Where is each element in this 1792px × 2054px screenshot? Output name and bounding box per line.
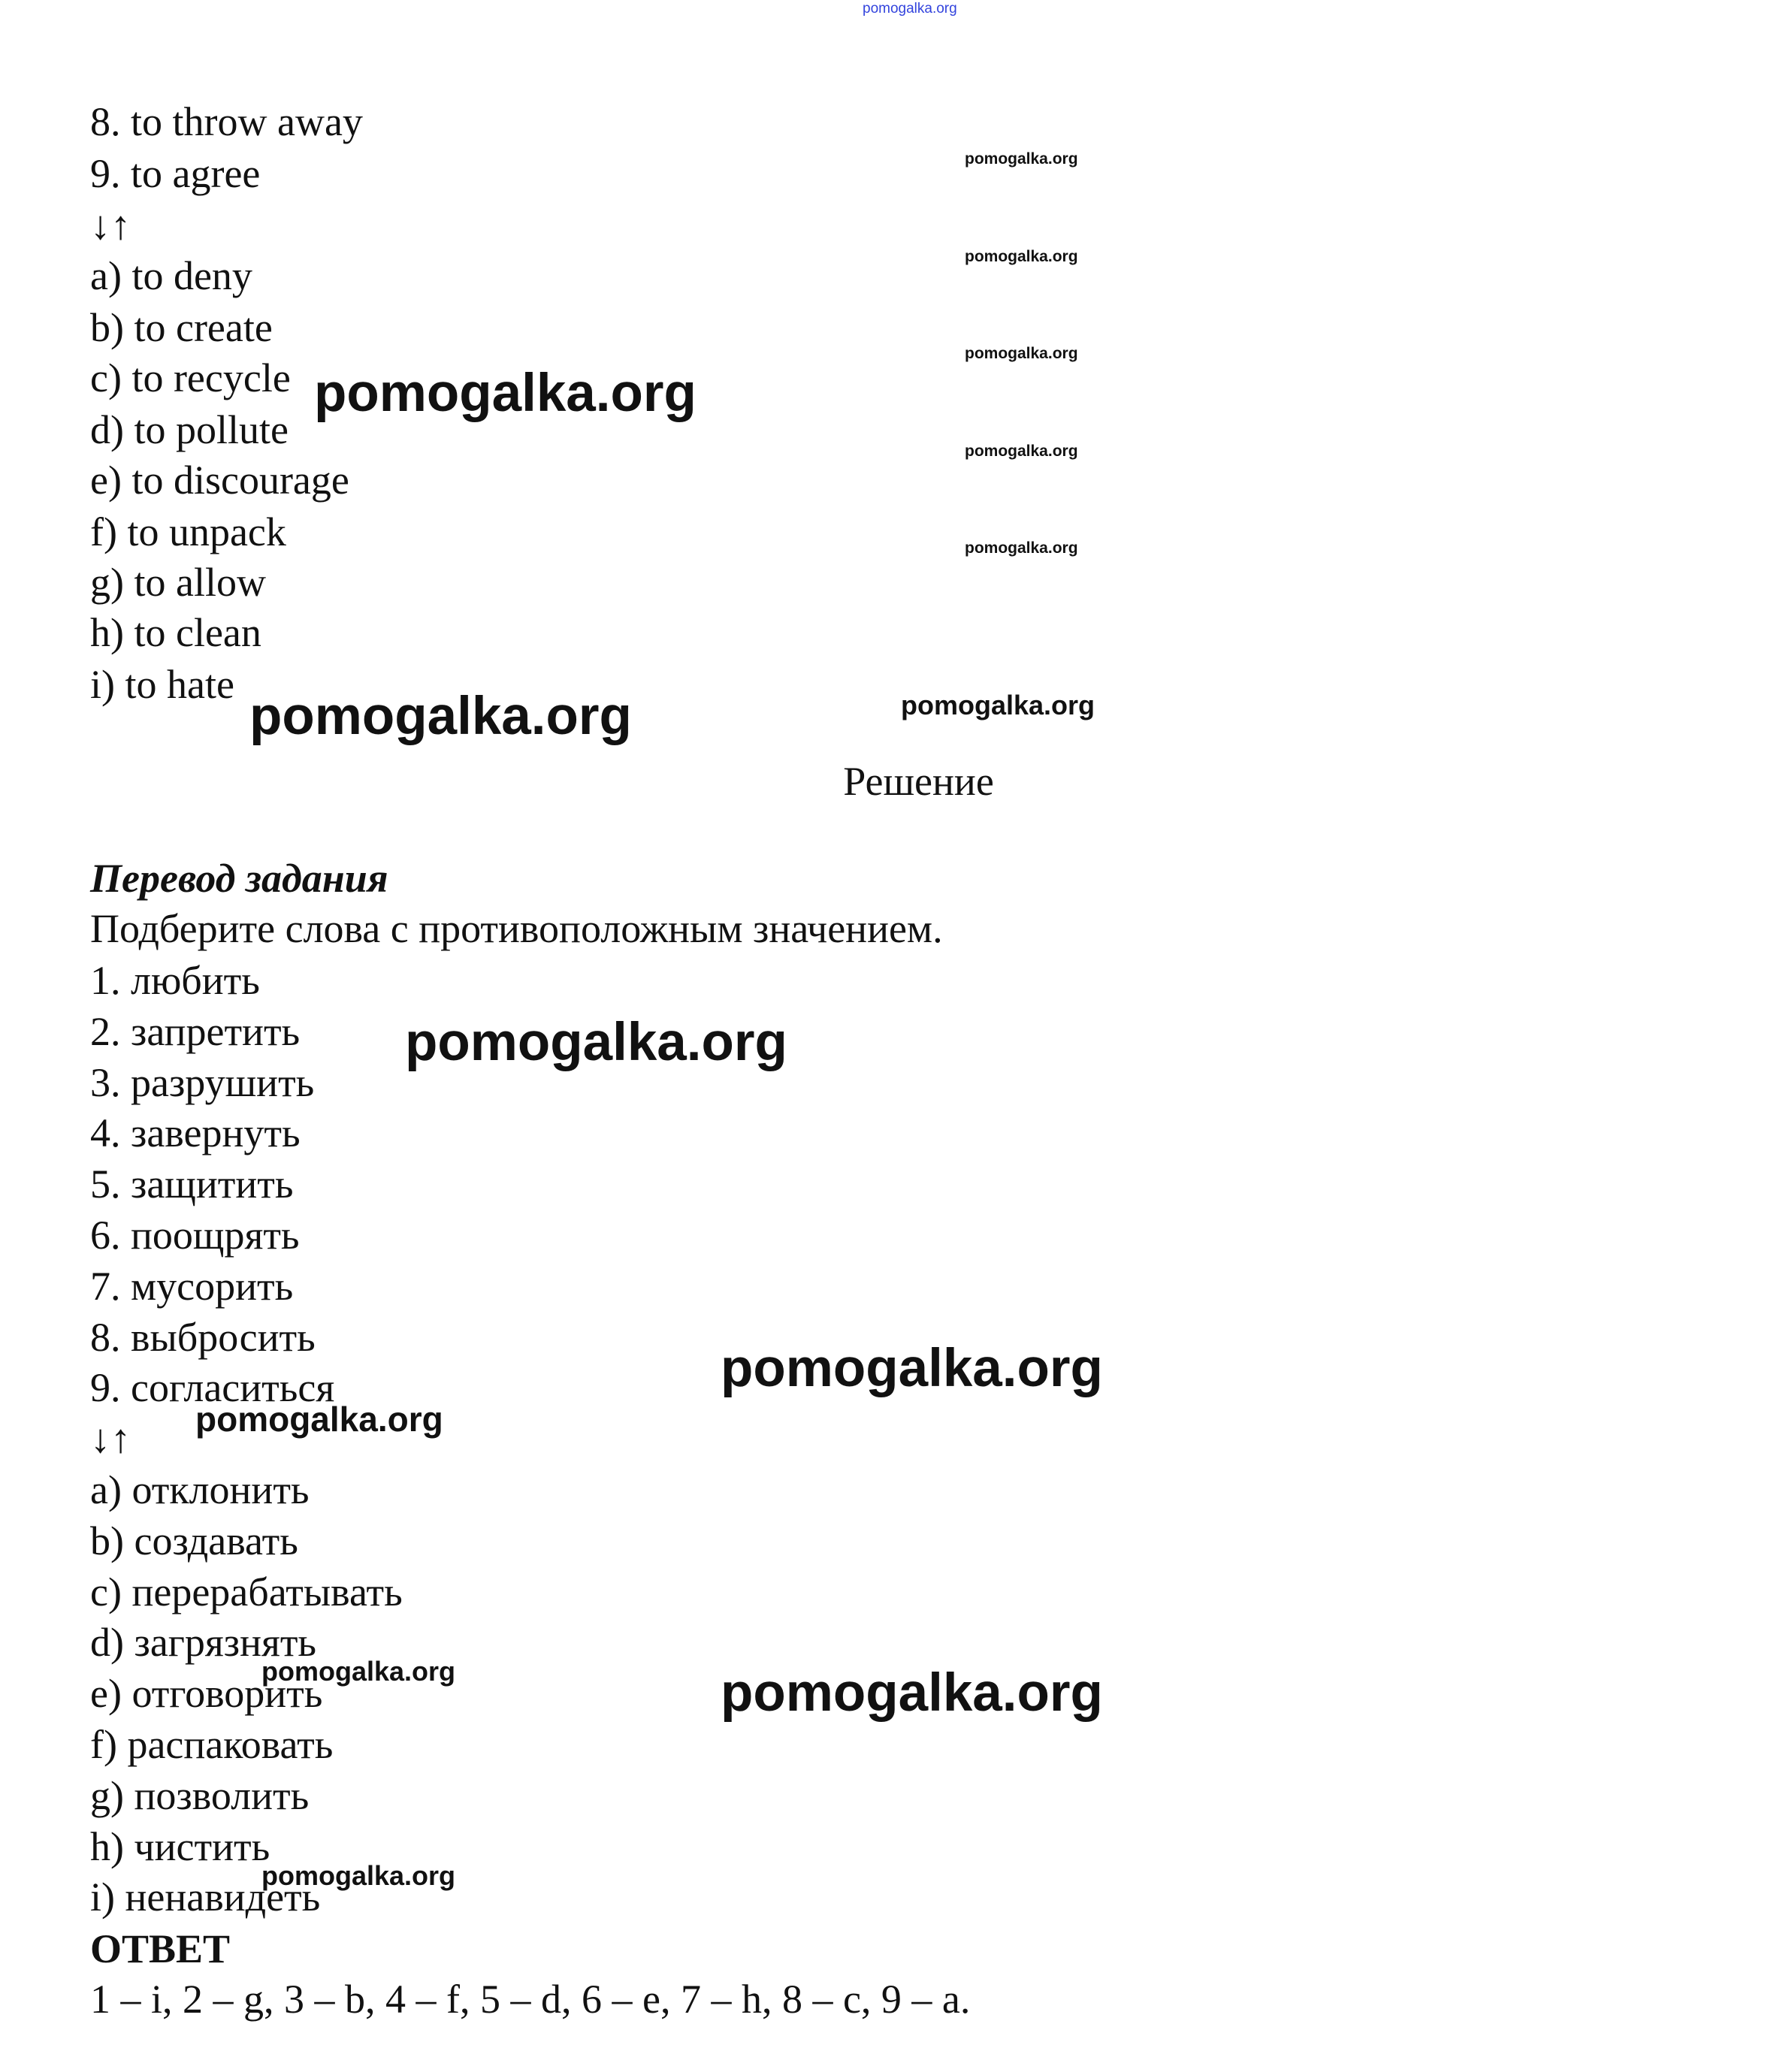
translation-option: e) отговорить	[90, 1671, 323, 1717]
exercise-option: e) to discourage	[90, 458, 349, 503]
watermark-text: pomogalka.org	[965, 248, 1078, 265]
watermark-text: pomogalka.org	[249, 687, 632, 746]
translation-item: 4. завернуть	[90, 1110, 301, 1156]
watermark-text: pomogalka.org	[195, 1400, 443, 1439]
exercise-option: d) to pollute	[90, 407, 289, 452]
watermark-text: pomogalka.org	[721, 1663, 1103, 1723]
translation-option: f) распаковать	[90, 1722, 334, 1767]
answer-text: 1 – i, 2 – g, 3 – b, 4 – f, 5 – d, 6 – e, 7 – h, 8 – c, 9 – a.	[90, 1977, 971, 2022]
exercise-option: a) to deny	[90, 253, 252, 298]
translation-instruction: Подберите слова с противоположным значением.	[90, 906, 943, 951]
translation-item: 3. разрушить	[90, 1059, 315, 1105]
translation-item: 9. согласиться	[90, 1365, 335, 1411]
exercise-item: 8. to throw away	[90, 99, 363, 144]
translation-item: 6. поощрять	[90, 1213, 300, 1258]
exercise-option: i) to hate	[90, 662, 234, 707]
watermark-text: pomogalka.org	[965, 443, 1078, 460]
watermark-text: pomogalka.org	[314, 364, 697, 423]
answer-heading: ОТВЕТ	[90, 1926, 231, 1971]
exercise-option: c) to recycle	[90, 355, 291, 400]
watermark-text: pomogalka.org	[965, 345, 1078, 362]
arrows-symbol: ↓↑	[90, 203, 131, 248]
exercise-option: h) to clean	[90, 610, 261, 655]
translation-option: i) ненавидеть	[90, 1874, 321, 1920]
watermark-text: pomogalka.org	[721, 1339, 1103, 1398]
exercise-option: b) to create	[90, 305, 273, 350]
watermark-text: pomogalka.org	[901, 690, 1095, 720]
solution-heading: Решение	[843, 759, 994, 804]
arrows-symbol: ↓↑	[90, 1416, 131, 1462]
translation-item: 1. любить	[90, 958, 260, 1003]
watermark-text: pomogalka.org	[863, 1, 957, 17]
translation-item: 2. запретить	[90, 1008, 301, 1054]
watermark-text: pomogalka.org	[965, 539, 1078, 557]
translation-option: c) перерабатывать	[90, 1569, 403, 1615]
translation-option: g) позволить	[90, 1772, 310, 1818]
exercise-option: f) to unpack	[90, 509, 286, 554]
watermark-text: pomogalka.org	[261, 1860, 456, 1891]
exercise-item: 9. to agree	[90, 151, 261, 196]
translation-option: d) загрязнять	[90, 1620, 317, 1666]
translation-heading: Перевод задания	[90, 856, 388, 901]
watermark-text: pomogalka.org	[405, 1013, 787, 1072]
translation-item: 8. выбросить	[90, 1314, 316, 1360]
translation-option: b) создавать	[90, 1518, 298, 1563]
translation-option: h) чистить	[90, 1823, 270, 1869]
exercise-option: g) to allow	[90, 560, 266, 605]
translation-option: a) отклонить	[90, 1467, 310, 1512]
translation-item: 7. мусорить	[90, 1263, 294, 1309]
translation-item: 5. защитить	[90, 1161, 294, 1207]
watermark-text: pomogalka.org	[965, 150, 1078, 168]
watermark-text: pomogalka.org	[261, 1656, 456, 1687]
